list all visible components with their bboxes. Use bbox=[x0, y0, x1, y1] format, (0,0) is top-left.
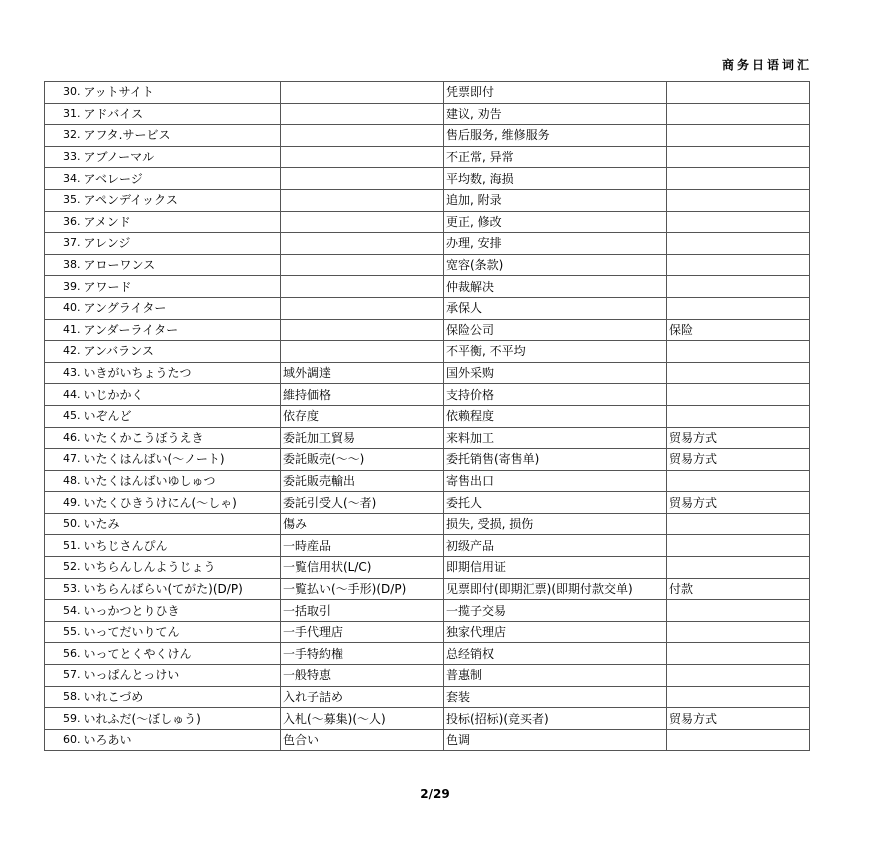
table-row bbox=[45, 233, 810, 255]
kana-term: アフタ.サービス bbox=[83, 125, 281, 147]
row-number: 43. bbox=[45, 362, 83, 384]
table-row bbox=[45, 297, 810, 319]
category-note bbox=[667, 146, 810, 168]
table-row bbox=[45, 492, 810, 514]
kana-term: いたみ bbox=[83, 513, 281, 535]
kana-term: いたくはんばいゆしゅつ bbox=[83, 470, 281, 492]
chinese-meaning: 凭票即付 bbox=[444, 82, 667, 104]
row-number: 30. bbox=[45, 82, 83, 104]
kanji-term bbox=[281, 276, 444, 298]
kana-term: アワード bbox=[83, 276, 281, 298]
category-note bbox=[667, 384, 810, 406]
kanji-term: 委託引受人(〜者) bbox=[281, 492, 444, 514]
chinese-meaning: 套装 bbox=[444, 686, 667, 708]
category-note bbox=[667, 513, 810, 535]
table-row bbox=[45, 189, 810, 211]
table-row bbox=[45, 405, 810, 427]
table-row bbox=[45, 686, 810, 708]
category-note: 贸易方式 bbox=[667, 449, 810, 471]
kana-term: いちじさんぴん bbox=[83, 535, 281, 557]
kanji-term: 委託販売輸出 bbox=[281, 470, 444, 492]
category-note bbox=[667, 276, 810, 298]
kanji-term: 入れ子詰め bbox=[281, 686, 444, 708]
chinese-meaning: 普惠制 bbox=[444, 665, 667, 687]
kanji-term: 委託加工貿易 bbox=[281, 427, 444, 449]
table-row bbox=[45, 125, 810, 147]
kana-term: アブノーマル bbox=[83, 146, 281, 168]
kanji-term bbox=[281, 233, 444, 255]
table-row bbox=[45, 600, 810, 622]
table-row bbox=[45, 557, 810, 579]
kana-term: アンダーライター bbox=[83, 319, 281, 341]
kana-term: アベレージ bbox=[83, 168, 281, 190]
kanji-term bbox=[281, 189, 444, 211]
kanji-term bbox=[281, 168, 444, 190]
category-note bbox=[667, 665, 810, 687]
chinese-meaning: 一揽子交易 bbox=[444, 600, 667, 622]
kana-term: いろあい bbox=[83, 729, 281, 751]
kana-term: アペンデイックス bbox=[83, 189, 281, 211]
table-row bbox=[45, 82, 810, 104]
row-number: 46. bbox=[45, 427, 83, 449]
kanji-term: 色合い bbox=[281, 729, 444, 751]
chinese-meaning: 宽容(条款) bbox=[444, 254, 667, 276]
category-note bbox=[667, 362, 810, 384]
row-number: 42. bbox=[45, 341, 83, 363]
kana-term: いっぱんとっけい bbox=[83, 665, 281, 687]
row-number: 32. bbox=[45, 125, 83, 147]
table-row bbox=[45, 276, 810, 298]
category-note bbox=[667, 168, 810, 190]
page-number: 2/29 bbox=[420, 787, 450, 801]
chinese-meaning: 建议, 劝告 bbox=[444, 103, 667, 125]
kanji-term: 一般特恵 bbox=[281, 665, 444, 687]
kanji-term: 傷み bbox=[281, 513, 444, 535]
vocabulary-table-body bbox=[45, 82, 810, 751]
category-note bbox=[667, 189, 810, 211]
category-note bbox=[667, 125, 810, 147]
row-number: 59. bbox=[45, 708, 83, 730]
row-number: 45. bbox=[45, 405, 83, 427]
category-note bbox=[667, 470, 810, 492]
row-number: 40. bbox=[45, 297, 83, 319]
chinese-meaning: 承保人 bbox=[444, 297, 667, 319]
row-number: 41. bbox=[45, 319, 83, 341]
category-note bbox=[667, 686, 810, 708]
table-row bbox=[45, 384, 810, 406]
kana-term: いじかかく bbox=[83, 384, 281, 406]
table-row bbox=[45, 708, 810, 730]
table-row bbox=[45, 643, 810, 665]
table-row bbox=[45, 535, 810, 557]
row-number: 54. bbox=[45, 600, 83, 622]
kana-term: いぞんど bbox=[83, 405, 281, 427]
category-note bbox=[667, 535, 810, 557]
kana-term: いっかつとりひき bbox=[83, 600, 281, 622]
chinese-meaning: 总经销权 bbox=[444, 643, 667, 665]
chinese-meaning: 支持价格 bbox=[444, 384, 667, 406]
category-note bbox=[667, 233, 810, 255]
kana-term: アローワンス bbox=[83, 254, 281, 276]
row-number: 35. bbox=[45, 189, 83, 211]
category-note: 付款 bbox=[667, 578, 810, 600]
chinese-meaning: 来料加工 bbox=[444, 427, 667, 449]
table-row bbox=[45, 168, 810, 190]
row-number: 37. bbox=[45, 233, 83, 255]
chinese-meaning: 见票即付(即期汇票)(即期付款交单) bbox=[444, 578, 667, 600]
document-header-title: 商务日语词汇 bbox=[721, 58, 812, 72]
chinese-meaning: 保险公司 bbox=[444, 319, 667, 341]
kanji-term: 一覧信用状(L/C) bbox=[281, 557, 444, 579]
category-note bbox=[667, 600, 810, 622]
category-note: 保险 bbox=[667, 319, 810, 341]
chinese-meaning: 初级产品 bbox=[444, 535, 667, 557]
kanji-term bbox=[281, 254, 444, 276]
kanji-term: 入札(〜募集)(〜人) bbox=[281, 708, 444, 730]
kana-term: アンバランス bbox=[83, 341, 281, 363]
chinese-meaning: 追加, 附录 bbox=[444, 189, 667, 211]
kanji-term: 一時産品 bbox=[281, 535, 444, 557]
vocabulary-table bbox=[44, 81, 810, 751]
category-note bbox=[667, 621, 810, 643]
row-number: 39. bbox=[45, 276, 83, 298]
category-note bbox=[667, 405, 810, 427]
table-row bbox=[45, 621, 810, 643]
chinese-meaning: 仲裁解决 bbox=[444, 276, 667, 298]
table-row bbox=[45, 319, 810, 341]
chinese-meaning: 平均数, 海损 bbox=[444, 168, 667, 190]
kana-term: いたくひきうけにん(〜しゃ) bbox=[83, 492, 281, 514]
row-number: 51. bbox=[45, 535, 83, 557]
chinese-meaning: 独家代理店 bbox=[444, 621, 667, 643]
chinese-meaning: 国外采购 bbox=[444, 362, 667, 384]
row-number: 50. bbox=[45, 513, 83, 535]
kanji-term bbox=[281, 125, 444, 147]
row-number: 52. bbox=[45, 557, 83, 579]
row-number: 44. bbox=[45, 384, 83, 406]
category-note bbox=[667, 254, 810, 276]
category-note bbox=[667, 297, 810, 319]
chinese-meaning: 不正常, 异常 bbox=[444, 146, 667, 168]
kanji-term bbox=[281, 297, 444, 319]
kana-term: いちらんしんようじょう bbox=[83, 557, 281, 579]
row-number: 33. bbox=[45, 146, 83, 168]
row-number: 48. bbox=[45, 470, 83, 492]
category-note bbox=[667, 557, 810, 579]
table-row bbox=[45, 449, 810, 471]
chinese-meaning: 委托销售(寄售单) bbox=[444, 449, 667, 471]
chinese-meaning: 办理, 安排 bbox=[444, 233, 667, 255]
row-number: 31. bbox=[45, 103, 83, 125]
kana-term: いちらんばらい(てがた)(D/P) bbox=[83, 578, 281, 600]
chinese-meaning: 不平衡, 不平均 bbox=[444, 341, 667, 363]
category-note: 贸易方式 bbox=[667, 708, 810, 730]
row-number: 55. bbox=[45, 621, 83, 643]
row-number: 38. bbox=[45, 254, 83, 276]
row-number: 34. bbox=[45, 168, 83, 190]
row-number: 49. bbox=[45, 492, 83, 514]
kanji-term bbox=[281, 82, 444, 104]
kanji-term: 域外調達 bbox=[281, 362, 444, 384]
kanji-term: 一手代理店 bbox=[281, 621, 444, 643]
kana-term: アレンジ bbox=[83, 233, 281, 255]
kanji-term: 一手特約権 bbox=[281, 643, 444, 665]
row-number: 36. bbox=[45, 211, 83, 233]
chinese-meaning: 依赖程度 bbox=[444, 405, 667, 427]
chinese-meaning: 损失, 受损, 损伤 bbox=[444, 513, 667, 535]
kana-term: アドバイス bbox=[83, 103, 281, 125]
category-note bbox=[667, 211, 810, 233]
row-number: 57. bbox=[45, 665, 83, 687]
table-row bbox=[45, 427, 810, 449]
kana-term: いたくはんばい(〜ノート) bbox=[83, 449, 281, 471]
kana-term: いたくかこうぼうえき bbox=[83, 427, 281, 449]
chinese-meaning: 投标(招标)(竞买者) bbox=[444, 708, 667, 730]
kana-term: いってだいりてん bbox=[83, 621, 281, 643]
kanji-term: 委託販売(〜〜) bbox=[281, 449, 444, 471]
chinese-meaning: 色调 bbox=[444, 729, 667, 751]
row-number: 47. bbox=[45, 449, 83, 471]
table-row bbox=[45, 341, 810, 363]
kanji-term bbox=[281, 341, 444, 363]
kana-term: いれふだ(〜ぼしゅう) bbox=[83, 708, 281, 730]
kanji-term bbox=[281, 319, 444, 341]
table-row bbox=[45, 146, 810, 168]
kana-term: いきがいちょうたつ bbox=[83, 362, 281, 384]
kana-term: アングライター bbox=[83, 297, 281, 319]
chinese-meaning: 委托人 bbox=[444, 492, 667, 514]
table-row bbox=[45, 254, 810, 276]
chinese-meaning: 更正, 修改 bbox=[444, 211, 667, 233]
kanji-term: 一覧払い(〜手形)(D/P) bbox=[281, 578, 444, 600]
table-row bbox=[45, 211, 810, 233]
category-note bbox=[667, 341, 810, 363]
table-row bbox=[45, 103, 810, 125]
category-note bbox=[667, 729, 810, 751]
table-row bbox=[45, 729, 810, 751]
kanji-term: 依存度 bbox=[281, 405, 444, 427]
chinese-meaning: 即期信用证 bbox=[444, 557, 667, 579]
kana-term: アメンド bbox=[83, 211, 281, 233]
table-row bbox=[45, 578, 810, 600]
table-row bbox=[45, 513, 810, 535]
category-note bbox=[667, 103, 810, 125]
category-note bbox=[667, 82, 810, 104]
table-row bbox=[45, 470, 810, 492]
row-number: 58. bbox=[45, 686, 83, 708]
category-note: 贸易方式 bbox=[667, 492, 810, 514]
kanji-term bbox=[281, 103, 444, 125]
kanji-term bbox=[281, 211, 444, 233]
category-note: 贸易方式 bbox=[667, 427, 810, 449]
row-number: 53. bbox=[45, 578, 83, 600]
row-number: 60. bbox=[45, 729, 83, 751]
kanji-term: 一括取引 bbox=[281, 600, 444, 622]
table-row bbox=[45, 665, 810, 687]
chinese-meaning: 售后服务, 维修服务 bbox=[444, 125, 667, 147]
kanji-term: 維持価格 bbox=[281, 384, 444, 406]
table-row bbox=[45, 362, 810, 384]
kana-term: いってとくやくけん bbox=[83, 643, 281, 665]
kana-term: いれこづめ bbox=[83, 686, 281, 708]
row-number: 56. bbox=[45, 643, 83, 665]
category-note bbox=[667, 643, 810, 665]
chinese-meaning: 寄售出口 bbox=[444, 470, 667, 492]
kanji-term bbox=[281, 146, 444, 168]
kana-term: アットサイト bbox=[83, 82, 281, 104]
